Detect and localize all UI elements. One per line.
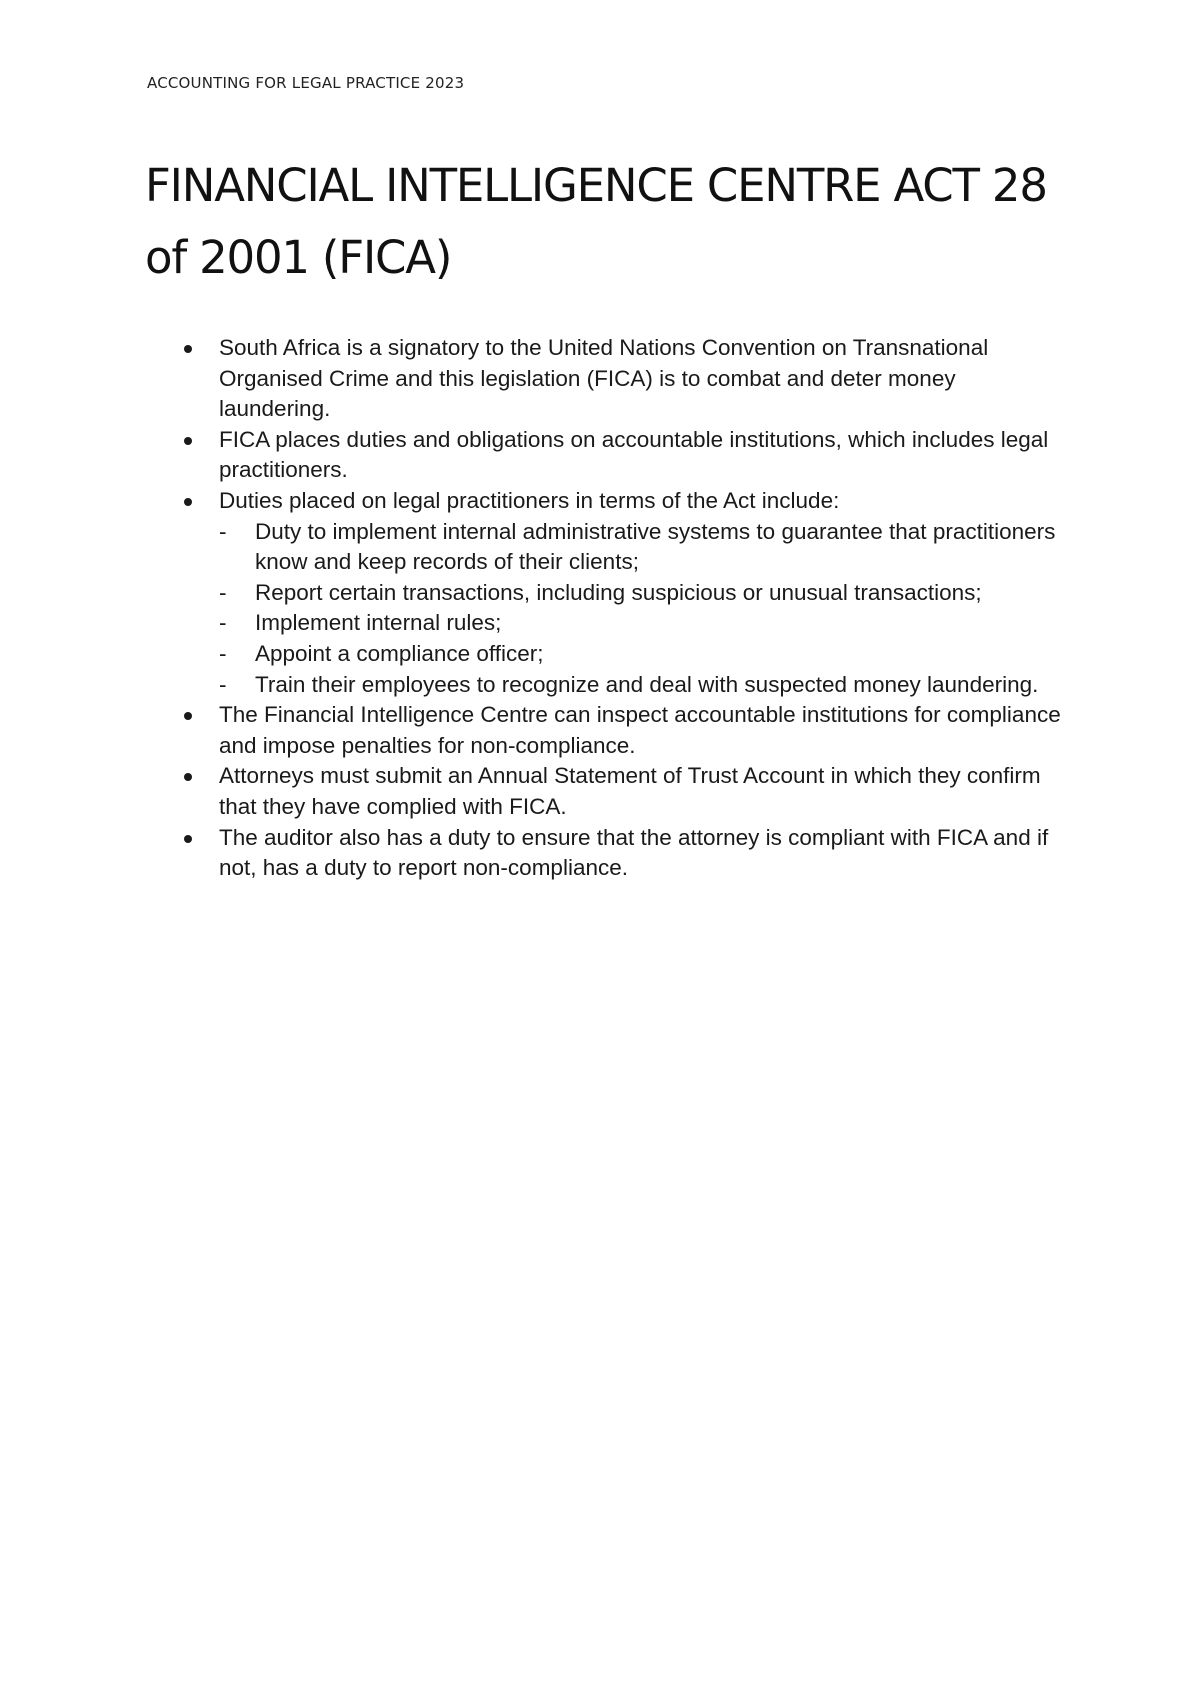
list-item	[147, 823, 1067, 884]
list-item	[147, 761, 1067, 822]
page-title: FINANCIAL INTELLIGENCE CENTRE ACT 28 of 2001 (FICA)	[145, 159, 1047, 284]
sublist-item	[219, 670, 1067, 701]
dash-icon: -	[219, 671, 227, 697]
list-item	[147, 333, 1067, 425]
sublist-item-text: Implement internal rules;	[255, 610, 502, 636]
list-item	[147, 486, 1067, 700]
dash-icon: -	[219, 640, 227, 666]
sublist-item	[219, 578, 1067, 609]
list-item-text: Duties placed on legal practitioners in terms of the Act include:	[219, 487, 840, 513]
list-item-text: The Financial Intelligence Centre can inspect accountable institutions for compliance and impose penalties for non-compliance.	[219, 702, 1061, 758]
bullet-icon	[184, 437, 192, 445]
bullet-icon	[184, 345, 192, 353]
sublist-item	[219, 639, 1067, 670]
duties-sublist	[219, 517, 1067, 701]
list-item	[147, 700, 1067, 761]
dash-icon: -	[219, 579, 227, 605]
sublist-item-text: Train their employees to recognize and deal with suspected money laundering.	[255, 671, 1039, 697]
sublist-item-text: Report certain transactions, including suspicious or unusual transactions;	[255, 579, 982, 605]
bullet-list	[147, 333, 1067, 884]
bullet-icon	[184, 712, 192, 720]
dash-icon: -	[219, 518, 227, 544]
bullet-icon	[184, 835, 192, 843]
list-item	[147, 425, 1067, 486]
bullet-icon	[184, 498, 192, 506]
sublist-item	[219, 608, 1067, 639]
list-item-text: The auditor also has a duty to ensure that the attorney is compliant with FICA and if not, has a duty to report non-compliance.	[219, 824, 1049, 881]
sublist-item	[219, 517, 1067, 578]
list-item-text: South Africa is a signatory to the United Nations Convention on Transnational Organised Crime and this legislation (FICA) is to combat and deter money laundering.	[219, 335, 989, 422]
running-header: ACCOUNTING FOR LEGAL PRACTICE 2023	[147, 74, 465, 92]
dash-icon: -	[219, 610, 227, 636]
sublist-item-text: Appoint a compliance officer;	[255, 640, 544, 666]
list-item-text: FICA places duties and obligations on accountable institutions, which includes legal practitioners.	[219, 426, 1049, 483]
list-item-text: Attorneys must submit an Annual Statement of Trust Account in which they confirm that they have complied with FICA.	[219, 763, 1041, 819]
bullet-icon	[184, 773, 192, 781]
sublist-item-text: Duty to implement internal administrative systems to guarantee that practitioners know and keep records of their clients;	[255, 518, 1056, 575]
